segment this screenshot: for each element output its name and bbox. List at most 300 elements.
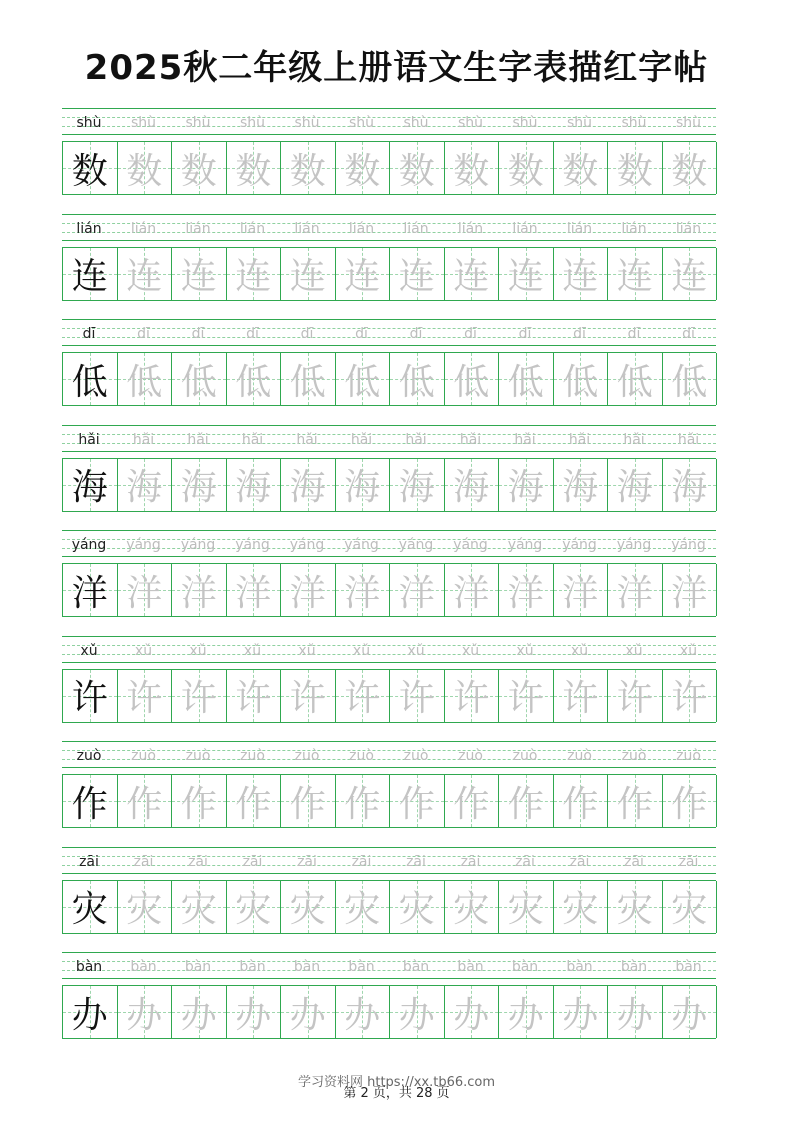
grid-cell xyxy=(172,564,227,616)
pinyin-trace: zāi xyxy=(624,853,644,870)
grid-cell xyxy=(336,248,391,300)
grid-cell xyxy=(118,142,173,194)
pinyin-trace: lián xyxy=(348,220,375,237)
pinyin-trace: yáng xyxy=(235,537,270,553)
pinyin-guide-line xyxy=(62,662,716,663)
pinyin-trace: zuò xyxy=(403,748,429,764)
pinyin-trace: zāi xyxy=(569,853,590,870)
pinyin-trace: lián xyxy=(294,220,320,237)
pinyin-trace: lián xyxy=(621,220,647,237)
grid-cell xyxy=(227,248,282,300)
grid-cell xyxy=(281,248,336,300)
character-trace: 海 xyxy=(453,467,490,508)
character-grid xyxy=(62,774,716,828)
pinyin-trace: dī xyxy=(246,326,259,342)
grid-cell xyxy=(663,353,718,405)
character-trace: 海 xyxy=(562,467,599,508)
grid-cell xyxy=(336,142,391,194)
grid-cell xyxy=(445,564,500,616)
pinyin-trace: yáng xyxy=(507,537,543,553)
pinyin-trace: zāi xyxy=(351,853,372,870)
pinyin-trace: bàn xyxy=(130,959,157,975)
pinyin-trace: zāi xyxy=(460,853,481,870)
grid-cell xyxy=(554,459,609,511)
pinyin-trace: xǔ xyxy=(625,642,643,659)
practice-row xyxy=(62,425,716,520)
character-trace: 灾 xyxy=(562,889,599,930)
grid-cell xyxy=(63,142,118,194)
character-model: 低 xyxy=(71,361,108,403)
character-trace: 许 xyxy=(616,678,653,719)
character-model: 作 xyxy=(71,783,108,825)
character-trace: 数 xyxy=(671,150,708,192)
character-trace: 连 xyxy=(671,256,708,297)
pinyin-trace: zāi xyxy=(133,853,154,870)
character-trace: 低 xyxy=(180,361,217,403)
pinyin-guide-line xyxy=(62,240,716,241)
pinyin-trace: bàn xyxy=(566,959,593,975)
pinyin-trace: xǔ xyxy=(679,642,698,659)
pinyin-trace: hǎi xyxy=(187,431,209,448)
character-trace: 洋 xyxy=(671,572,708,614)
grid-cell xyxy=(227,775,282,827)
character-trace: 连 xyxy=(507,256,544,297)
footer-watermark: 学习资料网 https://xx.tb66.com xyxy=(297,1075,496,1090)
pinyin-trace: lián xyxy=(130,220,157,237)
character-trace: 灾 xyxy=(235,889,272,930)
pinyin-band xyxy=(62,319,716,346)
grid-cell xyxy=(118,564,173,616)
character-trace: 作 xyxy=(453,783,490,825)
grid-cell xyxy=(281,353,336,405)
grid-cell xyxy=(227,881,282,933)
grid-cell xyxy=(499,986,554,1038)
pinyin-trace: zāi xyxy=(242,853,263,870)
pinyin-trace: lián xyxy=(566,220,593,237)
grid-cell xyxy=(63,775,118,827)
character-trace: 许 xyxy=(398,678,435,719)
pinyin-trace: yáng xyxy=(398,537,434,553)
pinyin-trace: bàn xyxy=(511,959,539,975)
grid-cell xyxy=(445,670,500,722)
page-title: 2025秋二年级上册语文生字表描红字帖 xyxy=(84,48,709,88)
grid-cell xyxy=(554,670,609,722)
character-trace: 数 xyxy=(126,150,163,192)
pinyin-guide-line xyxy=(62,108,716,109)
character-trace: 海 xyxy=(235,467,272,508)
grid-cell xyxy=(663,986,718,1038)
character-trace: 海 xyxy=(398,467,435,508)
pinyin-trace: lián xyxy=(457,220,484,237)
character-trace: 连 xyxy=(398,256,435,297)
pinyin-trace: bàn xyxy=(348,959,375,975)
pinyin-trace: yáng xyxy=(671,537,706,553)
character-trace: 海 xyxy=(507,467,544,508)
pinyin-trace: hǎi xyxy=(677,431,700,448)
grid-cell xyxy=(390,986,445,1038)
grid-cell xyxy=(118,881,173,933)
pinyin-trace: yáng xyxy=(289,537,325,553)
pinyin-trace: xǔ xyxy=(516,642,534,659)
grid-cell xyxy=(554,881,609,933)
character-trace: 作 xyxy=(180,783,217,825)
character-trace: 低 xyxy=(616,361,653,403)
character-trace: 低 xyxy=(235,361,272,403)
pinyin-trace: bàn xyxy=(184,959,212,975)
pinyin-band xyxy=(62,530,716,557)
pinyin-guide-line xyxy=(62,425,716,426)
pinyin-band xyxy=(62,952,716,979)
pinyin-trace: zuò xyxy=(567,748,592,764)
character-trace: 办 xyxy=(453,994,490,1036)
grid-cell xyxy=(281,775,336,827)
grid-cell xyxy=(118,986,173,1038)
pinyin-trace: yáng xyxy=(180,537,216,553)
character-grid xyxy=(62,247,716,301)
grid-cell xyxy=(608,775,663,827)
pinyin-trace: shù xyxy=(130,115,157,131)
grid-cell xyxy=(227,353,282,405)
grid-cell xyxy=(554,142,609,194)
character-trace: 海 xyxy=(126,467,163,508)
pinyin-trace: xǔ xyxy=(189,642,207,659)
pinyin-trace: dī xyxy=(409,326,423,342)
grid-cell xyxy=(608,142,663,194)
pinyin-trace: hǎi xyxy=(568,431,591,448)
grid-cell xyxy=(390,564,445,616)
grid-cell xyxy=(118,775,173,827)
grid-cell xyxy=(554,353,609,405)
practice-row xyxy=(62,952,716,1047)
character-trace: 连 xyxy=(562,256,599,297)
character-trace: 灾 xyxy=(289,889,326,930)
character-trace: 连 xyxy=(180,256,217,297)
pinyin-trace: zuò xyxy=(458,748,483,764)
pinyin-trace: shù xyxy=(566,115,593,131)
pinyin-trace: hǎi xyxy=(514,431,536,448)
pinyin-trace: zuò xyxy=(676,748,701,764)
character-trace: 连 xyxy=(289,256,326,297)
character-trace: 低 xyxy=(398,361,435,403)
pinyin-trace: zuò xyxy=(131,748,156,764)
pinyin-guide-line xyxy=(62,873,716,874)
pinyin-guide-line xyxy=(62,767,716,768)
character-trace: 作 xyxy=(126,783,163,825)
character-trace: 办 xyxy=(562,994,599,1036)
character-model: 海 xyxy=(71,467,108,508)
character-grid xyxy=(62,563,716,617)
grid-cell xyxy=(554,248,609,300)
character-model: 数 xyxy=(71,150,108,192)
grid-cell xyxy=(499,670,554,722)
grid-cell xyxy=(172,775,227,827)
pinyin-guide-line xyxy=(62,451,716,452)
pinyin-trace: zuò xyxy=(240,748,265,764)
pinyin-trace: dī xyxy=(573,326,586,342)
character-trace: 作 xyxy=(235,783,272,825)
character-trace: 洋 xyxy=(562,572,599,614)
grid-cell xyxy=(663,775,718,827)
grid-cell xyxy=(663,881,718,933)
grid-cell xyxy=(499,353,554,405)
grid-cell xyxy=(172,881,227,933)
pinyin-trace: shù xyxy=(185,115,211,131)
character-trace: 连 xyxy=(616,256,653,297)
grid-cell xyxy=(63,670,118,722)
grid-cell xyxy=(499,564,554,616)
character-trace: 作 xyxy=(616,783,653,825)
grid-cell xyxy=(336,775,391,827)
pinyin-guide-line xyxy=(62,319,716,320)
pinyin-band xyxy=(62,108,716,135)
character-trace: 洋 xyxy=(507,572,544,614)
grid-cell xyxy=(445,459,500,511)
character-trace: 低 xyxy=(671,361,708,403)
grid-cell xyxy=(336,564,391,616)
pinyin-guide-line xyxy=(62,556,716,557)
grid-cell xyxy=(172,248,227,300)
character-trace: 数 xyxy=(289,150,326,192)
character-trace: 许 xyxy=(344,678,381,719)
pinyin-band xyxy=(62,847,716,874)
pinyin-guide-line xyxy=(62,345,716,346)
grid-cell xyxy=(336,881,391,933)
character-trace: 海 xyxy=(344,467,381,508)
character-model: 连 xyxy=(71,256,108,297)
page-number: 第 2 页，共 28 页 xyxy=(343,1086,450,1101)
pinyin-trace: zāi xyxy=(678,853,699,870)
character-trace: 灾 xyxy=(671,889,708,930)
character-trace: 低 xyxy=(562,361,599,403)
character-trace: 数 xyxy=(616,150,653,192)
character-model: 洋 xyxy=(71,572,108,614)
pinyin-trace: xǔ xyxy=(352,642,371,659)
character-grid xyxy=(62,985,716,1039)
grid-cell xyxy=(499,142,554,194)
pinyin-guide-line xyxy=(62,847,716,848)
pinyin-trace: hǎi xyxy=(459,431,482,448)
grid-cell xyxy=(390,353,445,405)
grid-cell xyxy=(63,881,118,933)
pinyin-trace: zuò xyxy=(294,748,320,764)
pinyin-model: xǔ xyxy=(80,642,98,659)
practice-row xyxy=(62,847,716,942)
character-trace: 连 xyxy=(235,256,272,297)
character-trace: 办 xyxy=(344,994,381,1036)
grid-cell xyxy=(554,564,609,616)
character-model: 灾 xyxy=(71,889,108,930)
pinyin-model: lián xyxy=(76,220,102,237)
character-grid xyxy=(62,669,716,723)
pinyin-model: dī xyxy=(82,326,96,342)
pinyin-trace: xǔ xyxy=(243,642,262,659)
grid-cell xyxy=(227,459,282,511)
character-trace: 数 xyxy=(507,150,544,192)
grid-cell xyxy=(445,881,500,933)
grid-cell xyxy=(554,775,609,827)
character-trace: 许 xyxy=(671,678,708,719)
grid-cell xyxy=(281,459,336,511)
grid-cell xyxy=(499,881,554,933)
grid-cell xyxy=(608,248,663,300)
character-trace: 灾 xyxy=(180,889,217,930)
pinyin-guide-line xyxy=(62,636,716,637)
grid-cell xyxy=(608,564,663,616)
grid-cell xyxy=(663,564,718,616)
grid-cell xyxy=(445,986,500,1038)
practice-row xyxy=(62,108,716,203)
character-trace: 办 xyxy=(507,994,544,1036)
grid-cell xyxy=(63,564,118,616)
grid-cell xyxy=(281,881,336,933)
pinyin-trace: yáng xyxy=(344,537,379,553)
grid-cell xyxy=(172,986,227,1038)
grid-cell xyxy=(608,881,663,933)
grid-cell xyxy=(608,986,663,1038)
pinyin-trace: bàn xyxy=(293,959,321,975)
character-trace: 作 xyxy=(344,783,381,825)
character-trace: 办 xyxy=(398,994,435,1036)
pinyin-trace: bàn xyxy=(402,959,430,975)
character-trace: 洋 xyxy=(235,572,272,614)
pinyin-trace: zuò xyxy=(349,748,374,764)
pinyin-trace: xǔ xyxy=(298,642,316,659)
grid-cell xyxy=(281,142,336,194)
footer xyxy=(0,1071,793,1101)
character-trace: 许 xyxy=(507,678,544,719)
character-trace: 洋 xyxy=(398,572,435,614)
grid-cell xyxy=(445,353,500,405)
grid-cell xyxy=(663,248,718,300)
character-trace: 连 xyxy=(126,256,163,297)
pinyin-trace: zuò xyxy=(185,748,211,764)
grid-cell xyxy=(227,142,282,194)
character-trace: 许 xyxy=(453,678,490,719)
character-grid xyxy=(62,141,716,195)
grid-cell xyxy=(390,881,445,933)
pinyin-guide-line xyxy=(62,214,716,215)
pinyin-model: zuò xyxy=(76,748,102,764)
character-trace: 作 xyxy=(562,783,599,825)
pinyin-band xyxy=(62,636,716,663)
pinyin-trace: yáng xyxy=(562,537,597,553)
character-trace: 洋 xyxy=(344,572,381,614)
grid-cell xyxy=(663,142,718,194)
character-trace: 低 xyxy=(344,361,381,403)
character-trace: 办 xyxy=(180,994,217,1036)
pinyin-trace: hǎi xyxy=(241,431,264,448)
pinyin-guide-line xyxy=(62,978,716,979)
grid-cell xyxy=(336,353,391,405)
grid-cell xyxy=(227,670,282,722)
character-trace: 作 xyxy=(289,783,326,825)
character-trace: 低 xyxy=(507,361,544,403)
grid-cell xyxy=(172,353,227,405)
character-trace: 许 xyxy=(562,678,599,719)
character-grid xyxy=(62,352,716,406)
character-trace: 洋 xyxy=(616,572,653,614)
pinyin-trace: bàn xyxy=(239,959,266,975)
pinyin-trace: hǎi xyxy=(623,431,645,448)
character-trace: 海 xyxy=(289,467,326,508)
pinyin-trace: zuò xyxy=(512,748,538,764)
character-grid xyxy=(62,458,716,512)
grid-cell xyxy=(608,353,663,405)
character-trace: 作 xyxy=(507,783,544,825)
grid-cell xyxy=(336,986,391,1038)
grid-cell xyxy=(390,775,445,827)
pinyin-band xyxy=(62,214,716,241)
grid-cell xyxy=(336,459,391,511)
character-trace: 灾 xyxy=(344,889,381,930)
pinyin-trace: yáng xyxy=(126,537,161,553)
pinyin-trace: shù xyxy=(512,115,538,131)
grid-cell xyxy=(118,248,173,300)
character-trace: 灾 xyxy=(453,889,490,930)
character-trace: 作 xyxy=(398,783,435,825)
pinyin-model: shù xyxy=(76,115,102,131)
pinyin-trace: dī xyxy=(464,326,477,342)
grid-cell xyxy=(118,353,173,405)
character-trace: 数 xyxy=(562,150,599,192)
pinyin-guide-line xyxy=(62,741,716,742)
pinyin-trace: zāi xyxy=(406,853,426,870)
pinyin-trace: dī xyxy=(191,326,205,342)
character-trace: 海 xyxy=(671,467,708,508)
pinyin-model: hǎi xyxy=(78,431,100,448)
character-trace: 办 xyxy=(289,994,326,1036)
pinyin-guide-line xyxy=(62,530,716,531)
grid-cell xyxy=(281,670,336,722)
character-trace: 低 xyxy=(126,361,163,403)
pinyin-guide-line xyxy=(62,134,716,135)
grid-cell xyxy=(227,986,282,1038)
character-trace: 连 xyxy=(344,256,381,297)
character-trace: 灾 xyxy=(507,889,544,930)
grid-cell xyxy=(63,459,118,511)
grid-cell xyxy=(63,248,118,300)
pinyin-trace: xǔ xyxy=(461,642,480,659)
character-trace: 办 xyxy=(671,994,708,1036)
character-trace: 数 xyxy=(180,150,217,192)
character-model: 许 xyxy=(71,678,108,719)
character-trace: 灾 xyxy=(616,889,653,930)
pinyin-trace: shù xyxy=(403,115,429,131)
pinyin-trace: xǔ xyxy=(134,642,153,659)
pinyin-trace: bàn xyxy=(675,959,702,975)
pinyin-trace: shù xyxy=(675,115,702,131)
pinyin-trace: hǎi xyxy=(132,431,155,448)
character-trace: 许 xyxy=(180,678,217,719)
grid-cell xyxy=(663,459,718,511)
character-trace: 许 xyxy=(126,678,163,719)
practice-row xyxy=(62,530,716,625)
pinyin-trace: zāi xyxy=(515,853,535,870)
pinyin-trace: hǎi xyxy=(296,431,318,448)
grid-cell xyxy=(281,986,336,1038)
grid-cell xyxy=(445,775,500,827)
pinyin-trace: lián xyxy=(239,220,266,237)
character-trace: 数 xyxy=(453,150,490,192)
pinyin-guide-line xyxy=(62,952,716,953)
character-trace: 办 xyxy=(235,994,272,1036)
grid-cell xyxy=(336,670,391,722)
grid-cell xyxy=(499,775,554,827)
pinyin-trace: shù xyxy=(348,115,375,131)
pinyin-trace: zāi xyxy=(188,853,208,870)
practice-row xyxy=(62,214,716,309)
pinyin-model: yáng xyxy=(71,537,107,553)
